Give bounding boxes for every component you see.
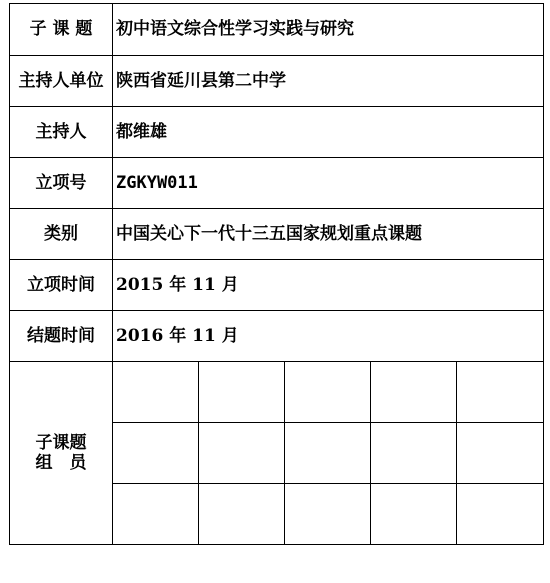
member-cell[interactable] bbox=[113, 362, 199, 423]
project-info-table bbox=[9, 3, 544, 545]
member-cell[interactable] bbox=[371, 362, 457, 423]
row-end-time bbox=[10, 311, 544, 362]
row-start-time bbox=[10, 260, 544, 311]
subtopic-label: 子 课 题 bbox=[10, 4, 113, 56]
member-cell[interactable] bbox=[199, 362, 285, 423]
members-label bbox=[10, 362, 113, 545]
row-project-number bbox=[10, 158, 544, 209]
project-number-label: 立项号 bbox=[10, 158, 113, 209]
category-label: 类别 bbox=[10, 209, 113, 260]
member-cell[interactable] bbox=[113, 484, 199, 545]
member-cell[interactable] bbox=[285, 484, 371, 545]
end-time-value: 2016 年 11 月 bbox=[113, 311, 544, 362]
member-cell[interactable] bbox=[457, 362, 544, 423]
members-label-line2: 组 员 bbox=[35, 453, 87, 473]
member-cell[interactable] bbox=[457, 423, 544, 484]
member-cell[interactable] bbox=[285, 362, 371, 423]
host-unit-label: 主持人单位 bbox=[10, 56, 113, 107]
start-time-value: 2015 年 11 月 bbox=[113, 260, 544, 311]
member-cell[interactable] bbox=[285, 423, 371, 484]
member-cell[interactable] bbox=[371, 484, 457, 545]
member-cell[interactable] bbox=[457, 484, 544, 545]
host-value: 都维雄 bbox=[113, 107, 544, 158]
host-label: 主持人 bbox=[10, 107, 113, 158]
start-time-label: 立项时间 bbox=[10, 260, 113, 311]
end-time-label: 结题时间 bbox=[10, 311, 113, 362]
subtopic-value: 初中语文综合性学习实践与研究 bbox=[113, 4, 544, 56]
project-number-value: ZGKYW011 bbox=[113, 158, 544, 209]
row-category bbox=[10, 209, 544, 260]
row-host bbox=[10, 107, 544, 158]
row-subtopic bbox=[10, 4, 544, 56]
member-cell[interactable] bbox=[199, 423, 285, 484]
members-row bbox=[10, 362, 544, 423]
host-unit-value: 陕西省延川县第二中学 bbox=[113, 56, 544, 107]
member-cell[interactable] bbox=[199, 484, 285, 545]
row-host-unit bbox=[10, 56, 544, 107]
members-label-line1: 子课题 bbox=[35, 432, 87, 453]
member-cell[interactable] bbox=[371, 423, 457, 484]
category-value: 中国关心下一代十三五国家规划重点课题 bbox=[113, 209, 544, 260]
member-cell[interactable] bbox=[113, 423, 199, 484]
